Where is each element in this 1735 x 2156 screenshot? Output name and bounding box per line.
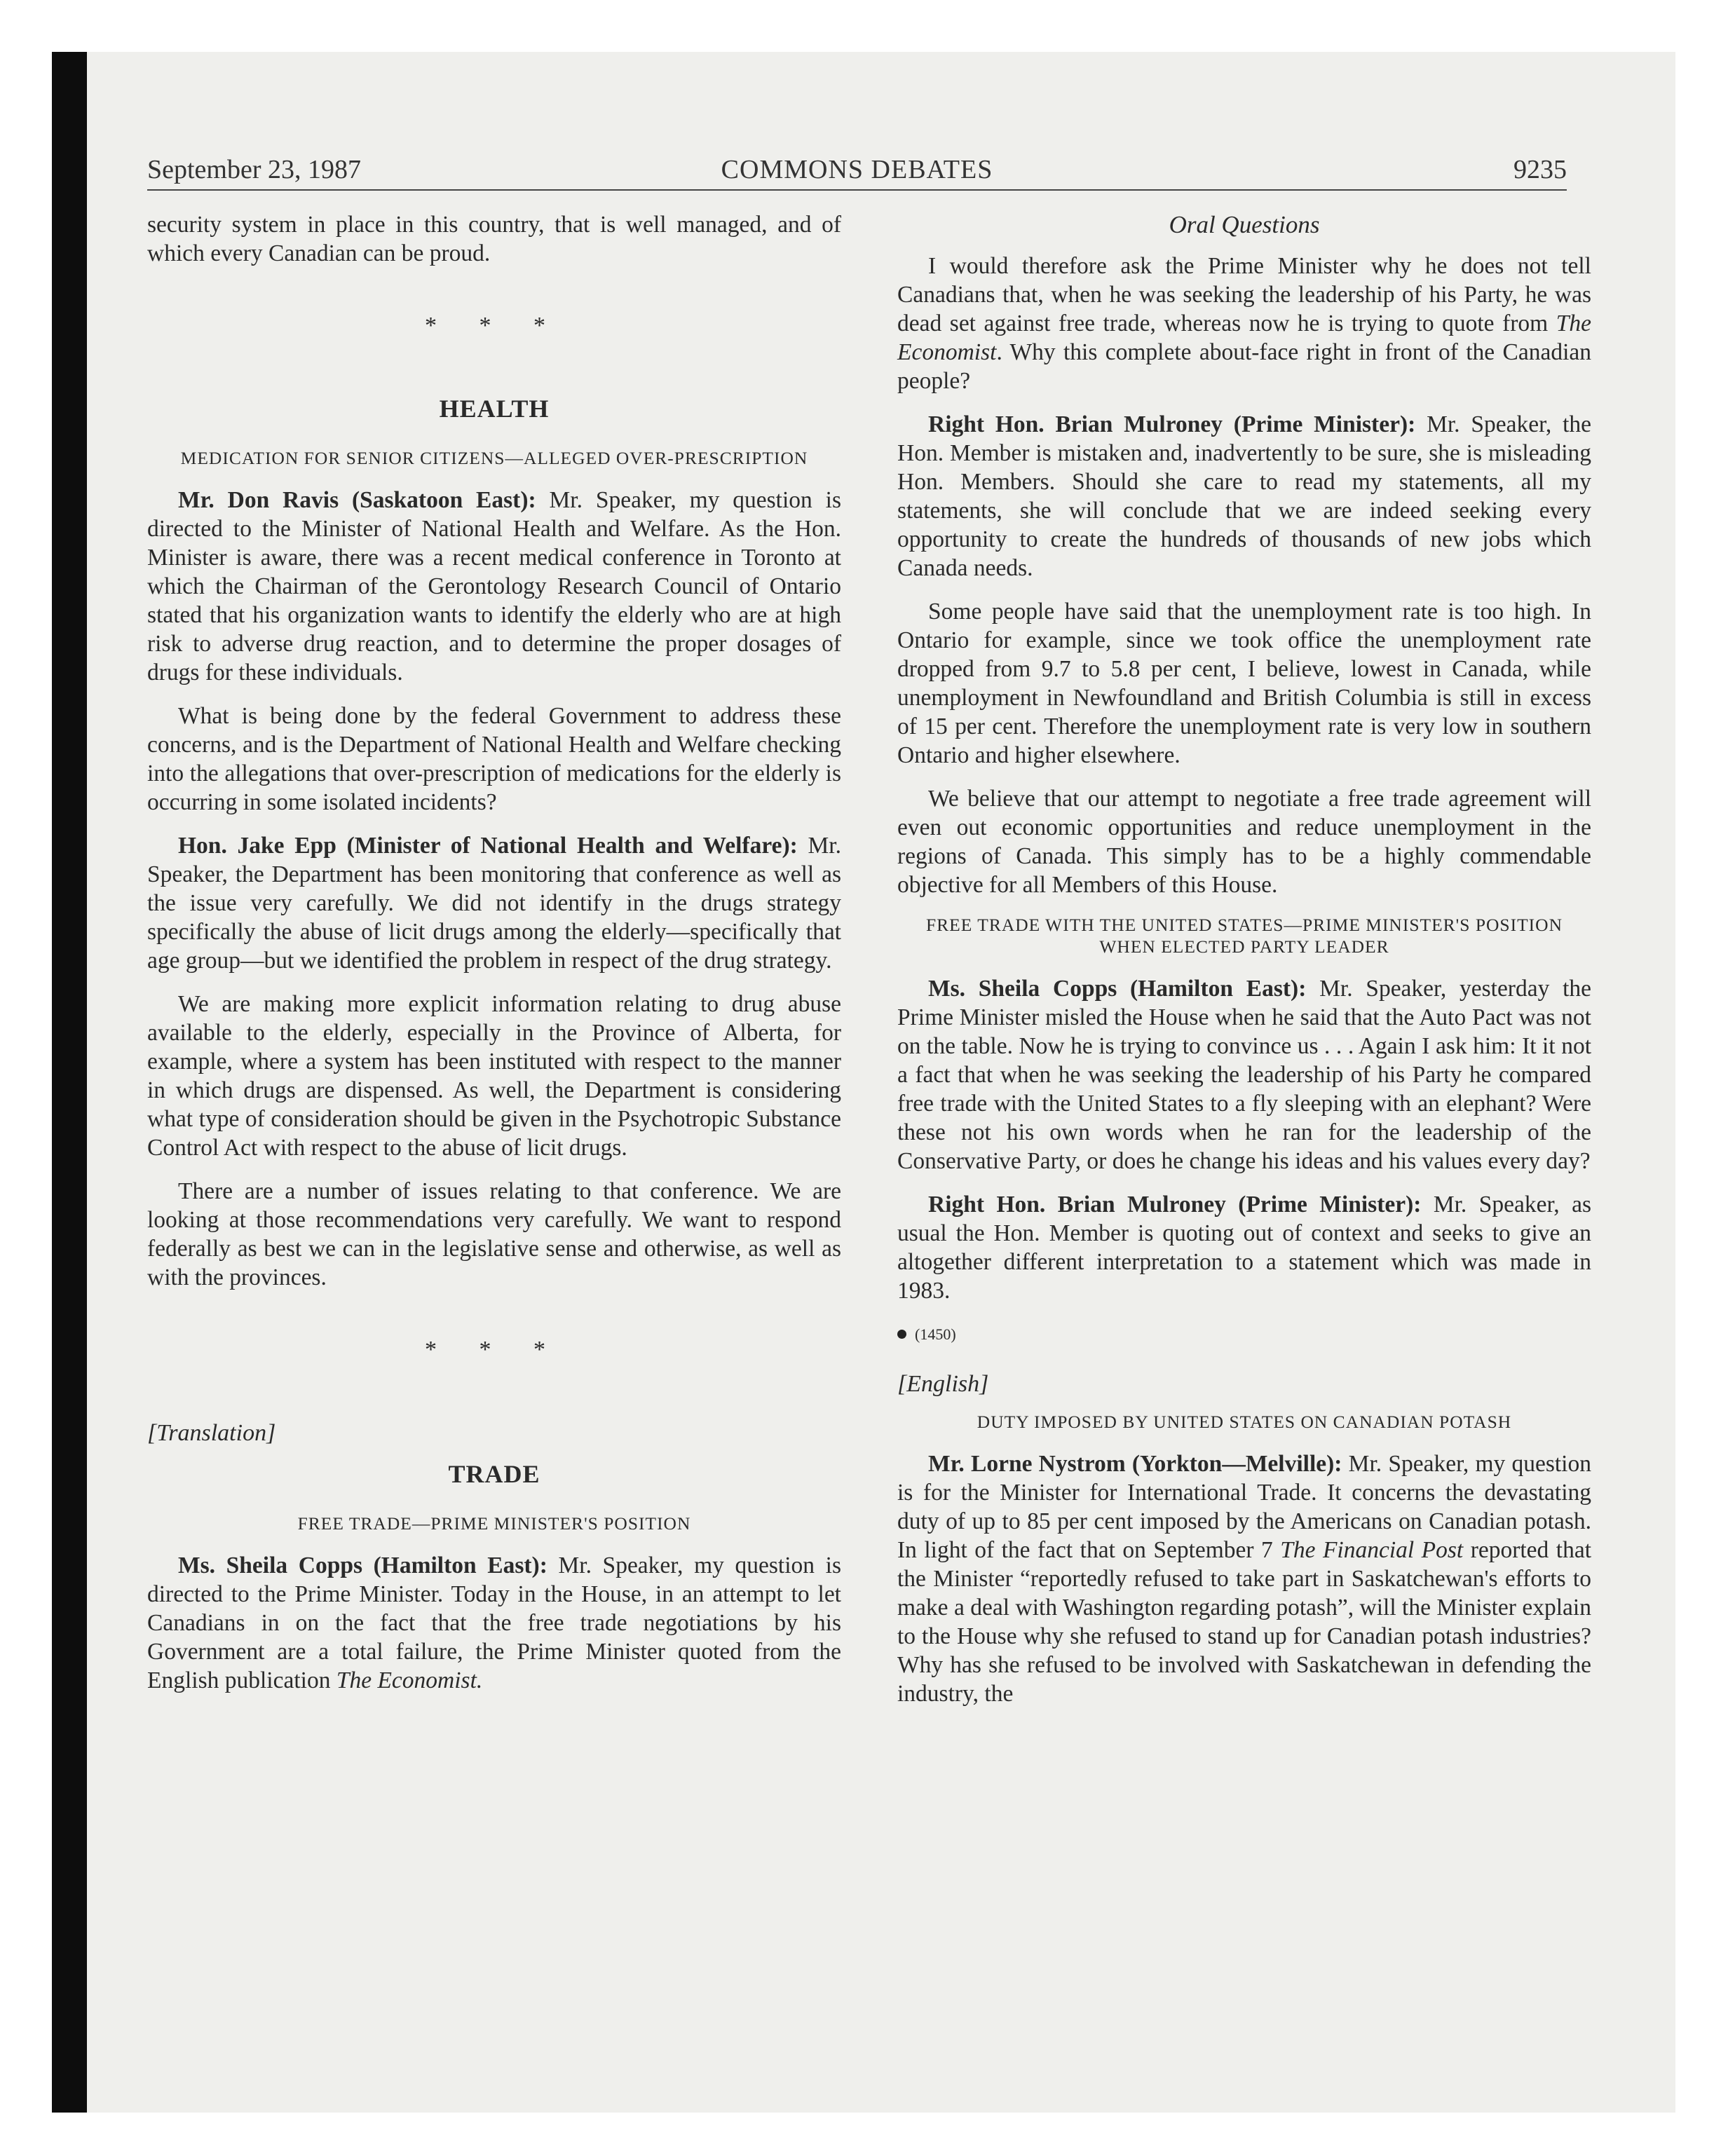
left-column xyxy=(147,210,841,1710)
speaker-name: Mr. Don Ravis (Saskatoon East): xyxy=(178,487,536,513)
paragraph xyxy=(897,410,1591,582)
scan-edge xyxy=(52,52,87,2113)
speech-text: Mr. Speaker, the Hon. Member is mistaken and, inadvertently to be sure, she is misleading Hon. Members. Should she care to read my statements, all my statements, she will conclude that we are indeed seeking every opportunity to create the hundreds of thousands of new jobs which Canada needs. xyxy=(897,411,1591,581)
speech-text: reported that the Minister “reportedly refused to take part in Saskatchewan's efforts to make a deal with Washington regarding potash”, will the Minister explain to the House why she refused to stand up for Canadian potash industries? Why has she refused to be involved with Saskatchewan in defending the industry, the xyxy=(897,1537,1591,1707)
right-column xyxy=(897,210,1591,1723)
bullet-icon xyxy=(897,1330,906,1339)
time-marker-text: (1450) xyxy=(915,1325,956,1343)
paragraph: Some people have said that the unemployment rate is too high. In Ontario for example, since we took office the unemployment rate dropped from 9.7 to 5.8 per cent, I believe, lowest in Canada, while unemployment in Newfoundland and British Columbia is still in excess of 15 per cent. Therefore the unemployment rate is very low in southern Ontario and higher elsewhere. xyxy=(897,599,1591,768)
paragraph xyxy=(147,831,841,975)
speaker-name: Ms. Sheila Copps (Hamilton East): xyxy=(178,1553,547,1578)
section-separator: * * * xyxy=(425,1337,564,1363)
paragraph: security system in place in this country, that is well managed, and of which every Canadian can be proud. xyxy=(147,212,841,266)
speaker-name: Hon. Jake Epp (Minister of National Health and Welfare): xyxy=(178,833,798,859)
speech-text: I would therefore ask the Prime Minister why he does not tell Canadians that, when he was seeking the leadership of his Party, he was dead set against free trade, whereas now he is trying to quote from xyxy=(897,253,1591,336)
speech-text: Mr. Speaker, yesterday the Prime Minister misled the House when he said that the Auto Pact was not on the table. Now he is trying to convince us . . . Again I ask him: It it not a fact that when he was seeking the leadership of his Party he compared free trade with the United States to a fly sleeping with an elephant? Were these not his own words when he ran for the leadership of the Conservative Party, or does he change his ideas and his values every day? xyxy=(897,976,1591,1174)
paragraph: We are making more explicit information relating to drug abuse available to the elderly, especially in the Province of Alberta, for example, where a system has been instituted with respect to the manner in which drugs are dispensed. As well, the Department is considering what type of consideration should be given in the Psychotropic Substance Control Act with respect to the abuse of licit drugs. xyxy=(147,991,841,1161)
speech-text: Mr. Speaker, my question is directed to the Minister of National Health and Welfare. As the Hon. Minister is aware, there was a recent medical conference in Toronto at which the Chairman of the Gerontology Research Council of Ontario stated that his organization wants to identify the elderly who are at high risk to adverse drug reaction, and to determine the proper dosages of drugs for these individuals. xyxy=(147,487,841,685)
language-note: [Translation] xyxy=(147,1420,276,1446)
paragraph xyxy=(897,1190,1591,1305)
speaker-name: Ms. Sheila Copps (Hamilton East): xyxy=(928,976,1307,1002)
paragraph xyxy=(897,252,1591,395)
speech-text: Mr. Speaker, as usual the Hon. Member is quoting out of context and seeks to give an altogether different interpretation to a statement which was made in 1983. xyxy=(897,1192,1591,1304)
publication-title: The Economist. xyxy=(336,1667,483,1693)
section-separator: * * * xyxy=(425,313,564,339)
section-heading-health: HEALTH xyxy=(439,395,550,423)
speech-text: Mr. Speaker, my question is directed to the Prime Minister. Today in the House, in an attempt to let Canadians in on the fact that the free trade negotiations by his Government are a total failure, the Prime Minister quoted from the English publication xyxy=(147,1553,842,1693)
header-date: September 23, 1987 xyxy=(147,155,362,184)
speaker-name: Mr. Lorne Nystrom (Yorkton—Melville): xyxy=(928,1451,1342,1477)
header-title: COMMONS DEBATES xyxy=(721,155,993,184)
speaker-name: Right Hon. Brian Mulroney (Prime Minister): xyxy=(928,411,1416,437)
publication-title: The Financial Post xyxy=(1280,1537,1464,1563)
section-heading-trade: TRADE xyxy=(448,1460,540,1488)
speaker-name: Right Hon. Brian Mulroney (Prime Minister): xyxy=(928,1192,1422,1217)
paragraph: What is being done by the federal Government to address these concerns, and is the Department of National Health and Welfare checking into the allegations that over-prescription of medications for the elderly is occurring in some isolated incidents? xyxy=(147,703,841,815)
paragraph: We believe that our attempt to negotiate a free trade agreement will even out economic opportunities and reduce unemployment in the regions of Canada. This simply has to be a highly commendable objective for all Members of this House. xyxy=(897,786,1591,898)
header-page-number: 9235 xyxy=(1513,155,1567,184)
paragraph xyxy=(897,974,1591,1175)
language-note: [English] xyxy=(897,1371,989,1397)
subheading-medication: MEDICATION FOR SENIOR CITIZENS—ALLEGED OVER-PRESCRIPTION xyxy=(180,448,808,468)
subheading-free-trade: FREE TRADE—PRIME MINISTER'S POSITION xyxy=(297,1513,691,1534)
subheading-potash: DUTY IMPOSED BY UNITED STATES ON CANADIAN POTASH xyxy=(977,1412,1512,1432)
paragraph xyxy=(147,486,841,687)
speech-text: . Why this complete about-face right in front of the Canadian people? xyxy=(897,339,1591,394)
publication-title: The Economist xyxy=(897,311,1591,365)
speech-text: Mr. Speaker, my question is for the Minister for International Trade. It concerns the devastating duty of up to 85 per cent imposed by the Americans on Canadian potash. In light of the fact that on September 7 xyxy=(897,1451,1591,1563)
running-head: Oral Questions xyxy=(1169,211,1320,238)
time-marker xyxy=(897,1320,1591,1349)
page-header xyxy=(147,154,1567,191)
paragraph xyxy=(897,1449,1591,1708)
speech-text: Mr. Speaker, the Department has been monitoring that conference as well as the issue very carefully. We did not identify in the drugs strategy specifically the abuse of licit drugs among the elderly—specifically that age group—but we identified the problem in respect of the drug strategy. xyxy=(147,833,841,974)
paragraph xyxy=(147,1551,841,1695)
subheading-free-trade-us: FREE TRADE WITH THE UNITED STATES—PRIME MINISTER'S POSITION WHEN ELECTED PARTY LEADER xyxy=(925,915,1563,957)
paragraph: There are a number of issues relating to that conference. We are looking at those recommendations very carefully. We want to respond federally as best we can in the legislative sense and otherwise, as well as with the provinces. xyxy=(147,1178,841,1290)
